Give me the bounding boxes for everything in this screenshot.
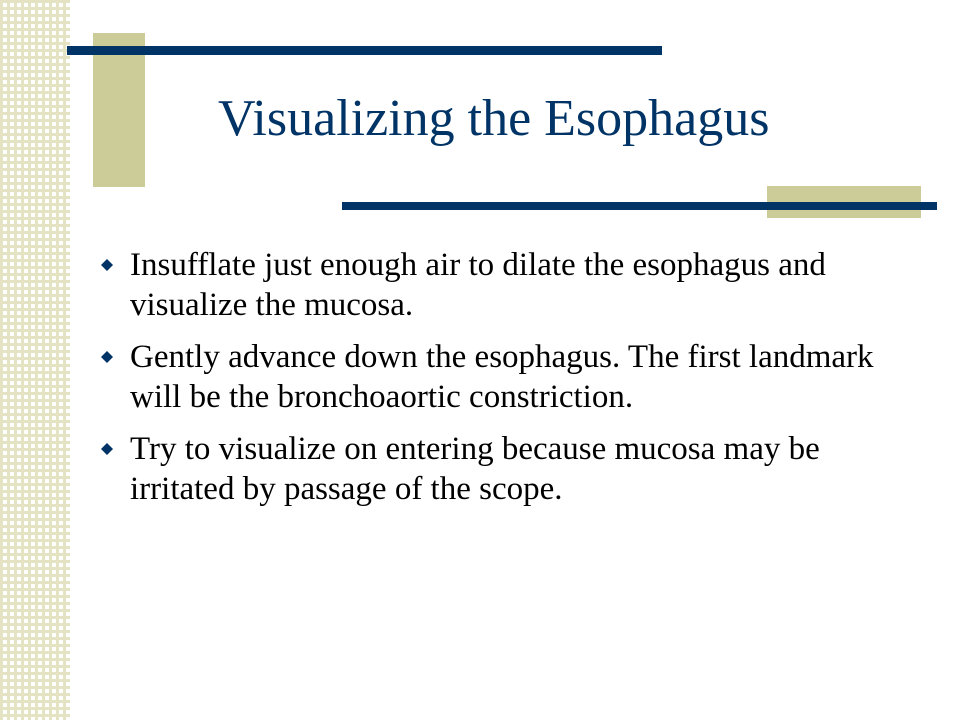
diamond-icon [101, 259, 113, 271]
left-striped-border [0, 0, 70, 720]
diamond-icon [101, 443, 113, 455]
bullet-item [98, 337, 898, 417]
bullet-list [98, 245, 898, 521]
decorative-block-top-left [93, 33, 145, 187]
decorative-line-top [67, 46, 662, 55]
decorative-line-bottom [342, 202, 937, 210]
diamond-icon [101, 351, 113, 363]
bullet-text: Insufflate just enough air to dilate the esophagus and visualize the mucosa. [130, 247, 826, 323]
slide-title: Visualizing the Esophagus [218, 90, 770, 147]
bullet-item [98, 429, 898, 509]
bullet-item [98, 245, 898, 325]
bullet-text: Gently advance down the esophagus. The first landmark will be the bronchoaortic constriction. [130, 339, 874, 415]
bullet-text: Try to visualize on entering because mucosa may be irritated by passage of the scope. [130, 431, 820, 507]
